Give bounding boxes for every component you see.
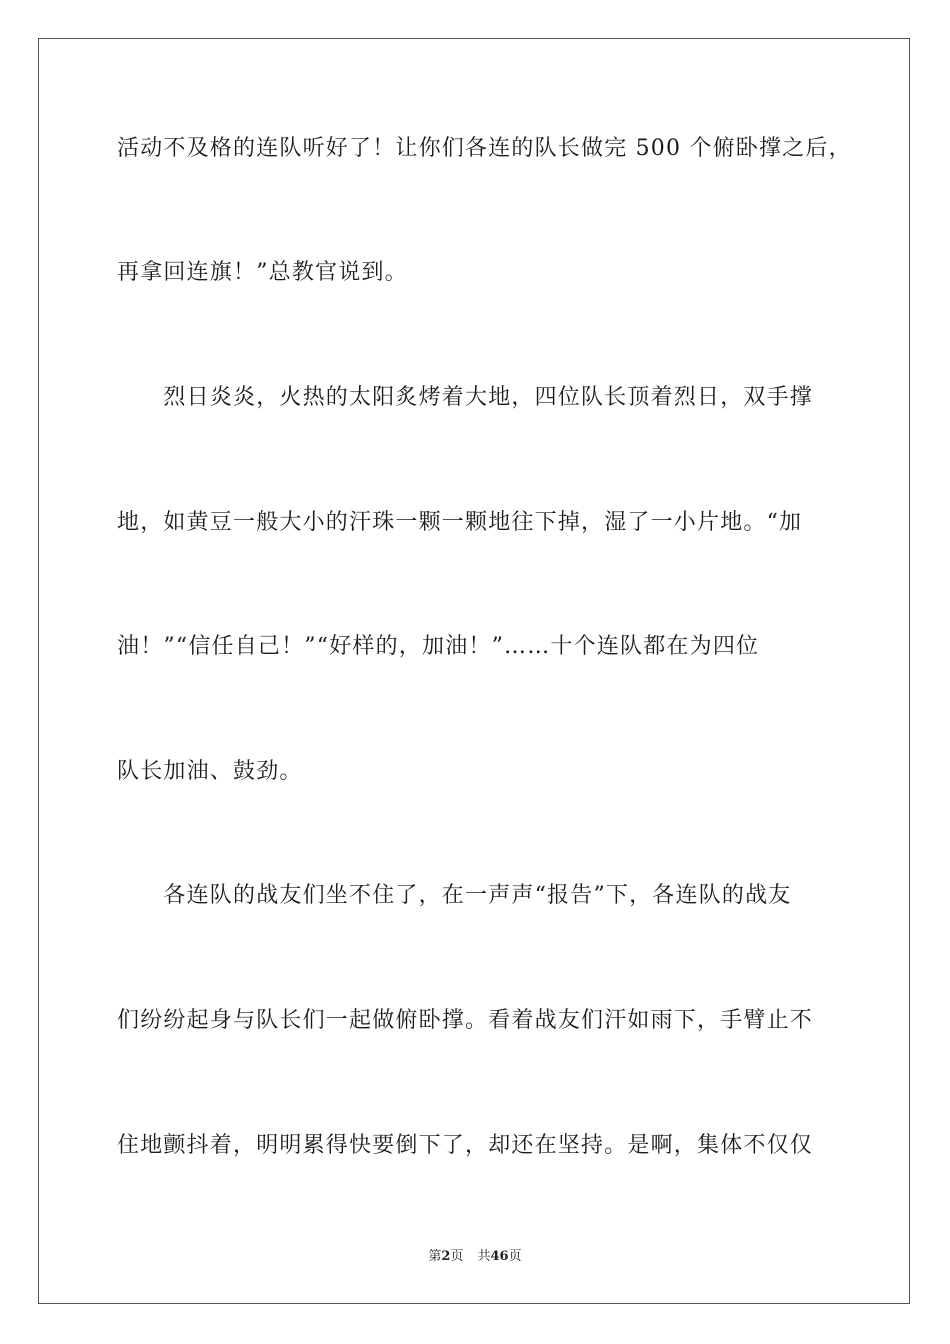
total-prefix: 共 — [477, 1249, 491, 1264]
text-line-2: 再拿回连旗！”总教官说到。 — [117, 260, 408, 285]
page-suffix: 页 — [450, 1249, 464, 1264]
text-line-5: 油！”“信任自己！”“好样的，加油！”……十个连队都在为四位 — [117, 634, 760, 659]
text-line-3: 烈日炎炎，火热的太阳炙烤着大地，四位队长顶着烈日，双手撑 — [117, 385, 814, 410]
page-footer — [0, 1248, 950, 1266]
page-prefix: 第 — [428, 1249, 442, 1264]
page-frame — [38, 38, 910, 1304]
text-line-1: 活动不及格的连队听好了！让你们各连的队长做完 500 个俯卧撑之后， — [117, 136, 852, 161]
page-number: 2 — [441, 1249, 451, 1264]
total-suffix: 页 — [508, 1249, 522, 1264]
text-line-7: 各连队的战友们坐不住了，在一声声“报告”下，各连队的战友 — [117, 883, 792, 908]
text-line-8: 们纷纷起身与队长们一起做俯卧撑。看着战友们汗如雨下，手臂止不 — [117, 1008, 814, 1033]
text-line-9: 住地颤抖着，明明累得快要倒下了，却还在坚持。是啊，集体不仅仅 — [117, 1133, 814, 1158]
total-pages: 46 — [490, 1249, 509, 1264]
text-line-4: 地，如黄豆一般大小的汗珠一颗一颗地往下掉，湿了一小片地。“加 — [117, 510, 803, 535]
text-line-6: 队长加油、鼓劲。 — [117, 759, 303, 784]
